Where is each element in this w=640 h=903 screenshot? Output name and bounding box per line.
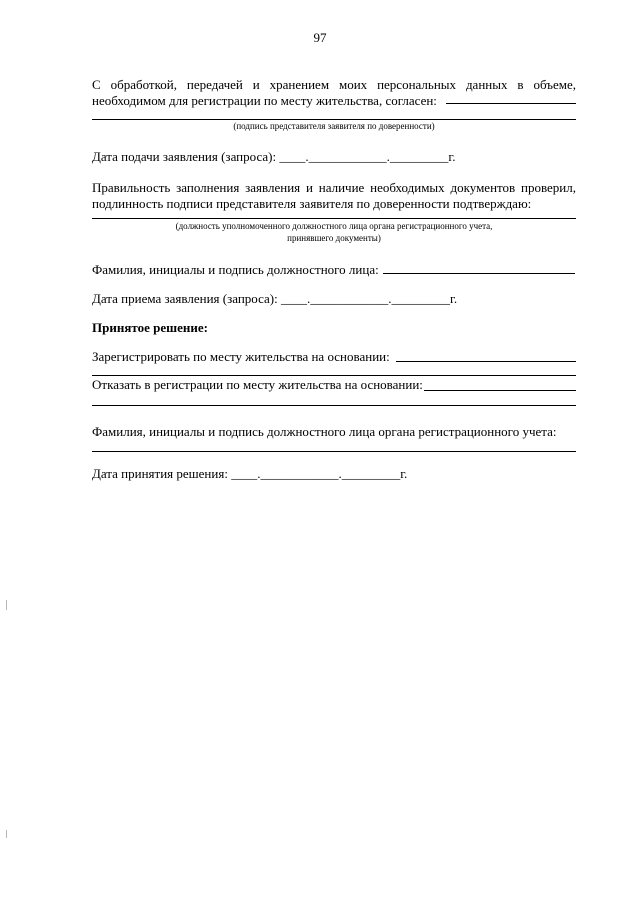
submission-date-month[interactable]: ____________. (308, 149, 390, 164)
refuse-basis-line[interactable] (424, 390, 576, 391)
acceptance-date-day[interactable]: ____. (281, 291, 311, 306)
decision-heading: Принятое решение: (92, 320, 208, 335)
verification-caption-1: (должность уполномоченного должностного лица органа регистрационного учета, (175, 221, 493, 231)
decision-date-month[interactable]: ____________. (260, 466, 342, 481)
submission-date-label: Дата подачи заявления (запроса): (92, 149, 277, 164)
verification-caption-2: принявшего документы) (287, 233, 381, 243)
submission-date-row (92, 149, 455, 164)
verification-line-1: Правильность заполнения заявления и наличие необходимых документов проверил, (92, 180, 576, 195)
acceptance-date-label: Дата приема заявления (запроса): (92, 291, 278, 306)
decision-date-row (92, 466, 407, 481)
register-label: Зарегистрировать по месту жительства на основании: (92, 349, 390, 364)
consent-signature-line[interactable] (446, 103, 576, 104)
verification-position-line[interactable] (92, 218, 576, 219)
register-basis-line-2[interactable] (92, 375, 576, 376)
consent-line-2: необходимом для регистрации по месту жительства, согласен: (92, 93, 437, 108)
authority-signature-line[interactable] (92, 451, 576, 452)
official-signature-label: Фамилия, инициалы и подпись должностного лица: (92, 262, 379, 277)
submission-date-day[interactable]: ____. (279, 149, 309, 164)
consent-representative-signature-line[interactable] (92, 119, 576, 120)
refuse-label: Отказать в регистрации по месту жительства на основании: (92, 377, 423, 392)
scan-edge-mark (6, 600, 7, 610)
decision-date-day[interactable]: ____. (231, 466, 261, 481)
official-signature-line[interactable] (383, 273, 575, 274)
refuse-basis-line-2[interactable] (92, 405, 576, 406)
acceptance-date-month[interactable]: ____________. (310, 291, 392, 306)
consent-caption: (подпись представителя заявителя по доверенности) (233, 121, 435, 131)
scan-edge-mark (6, 830, 7, 838)
acceptance-date-row (92, 291, 457, 306)
authority-signature-label: Фамилия, инициалы и подпись должностного лица органа регистрационного учета: (92, 424, 557, 439)
decision-date-label: Дата принятия решения: (92, 466, 228, 481)
acceptance-date-year[interactable]: _________г. (391, 291, 458, 306)
verification-line-2: подлинность подписи представителя заявителя по доверенности подтверждаю: (92, 196, 532, 211)
page-number: 97 (313, 30, 327, 45)
decision-date-year[interactable]: _________г. (341, 466, 408, 481)
register-basis-line[interactable] (396, 361, 576, 362)
submission-date-year[interactable]: _________г. (389, 149, 456, 164)
consent-line-1: С обработкой, передачей и хранением моих персональных данных в объеме, (92, 77, 576, 92)
